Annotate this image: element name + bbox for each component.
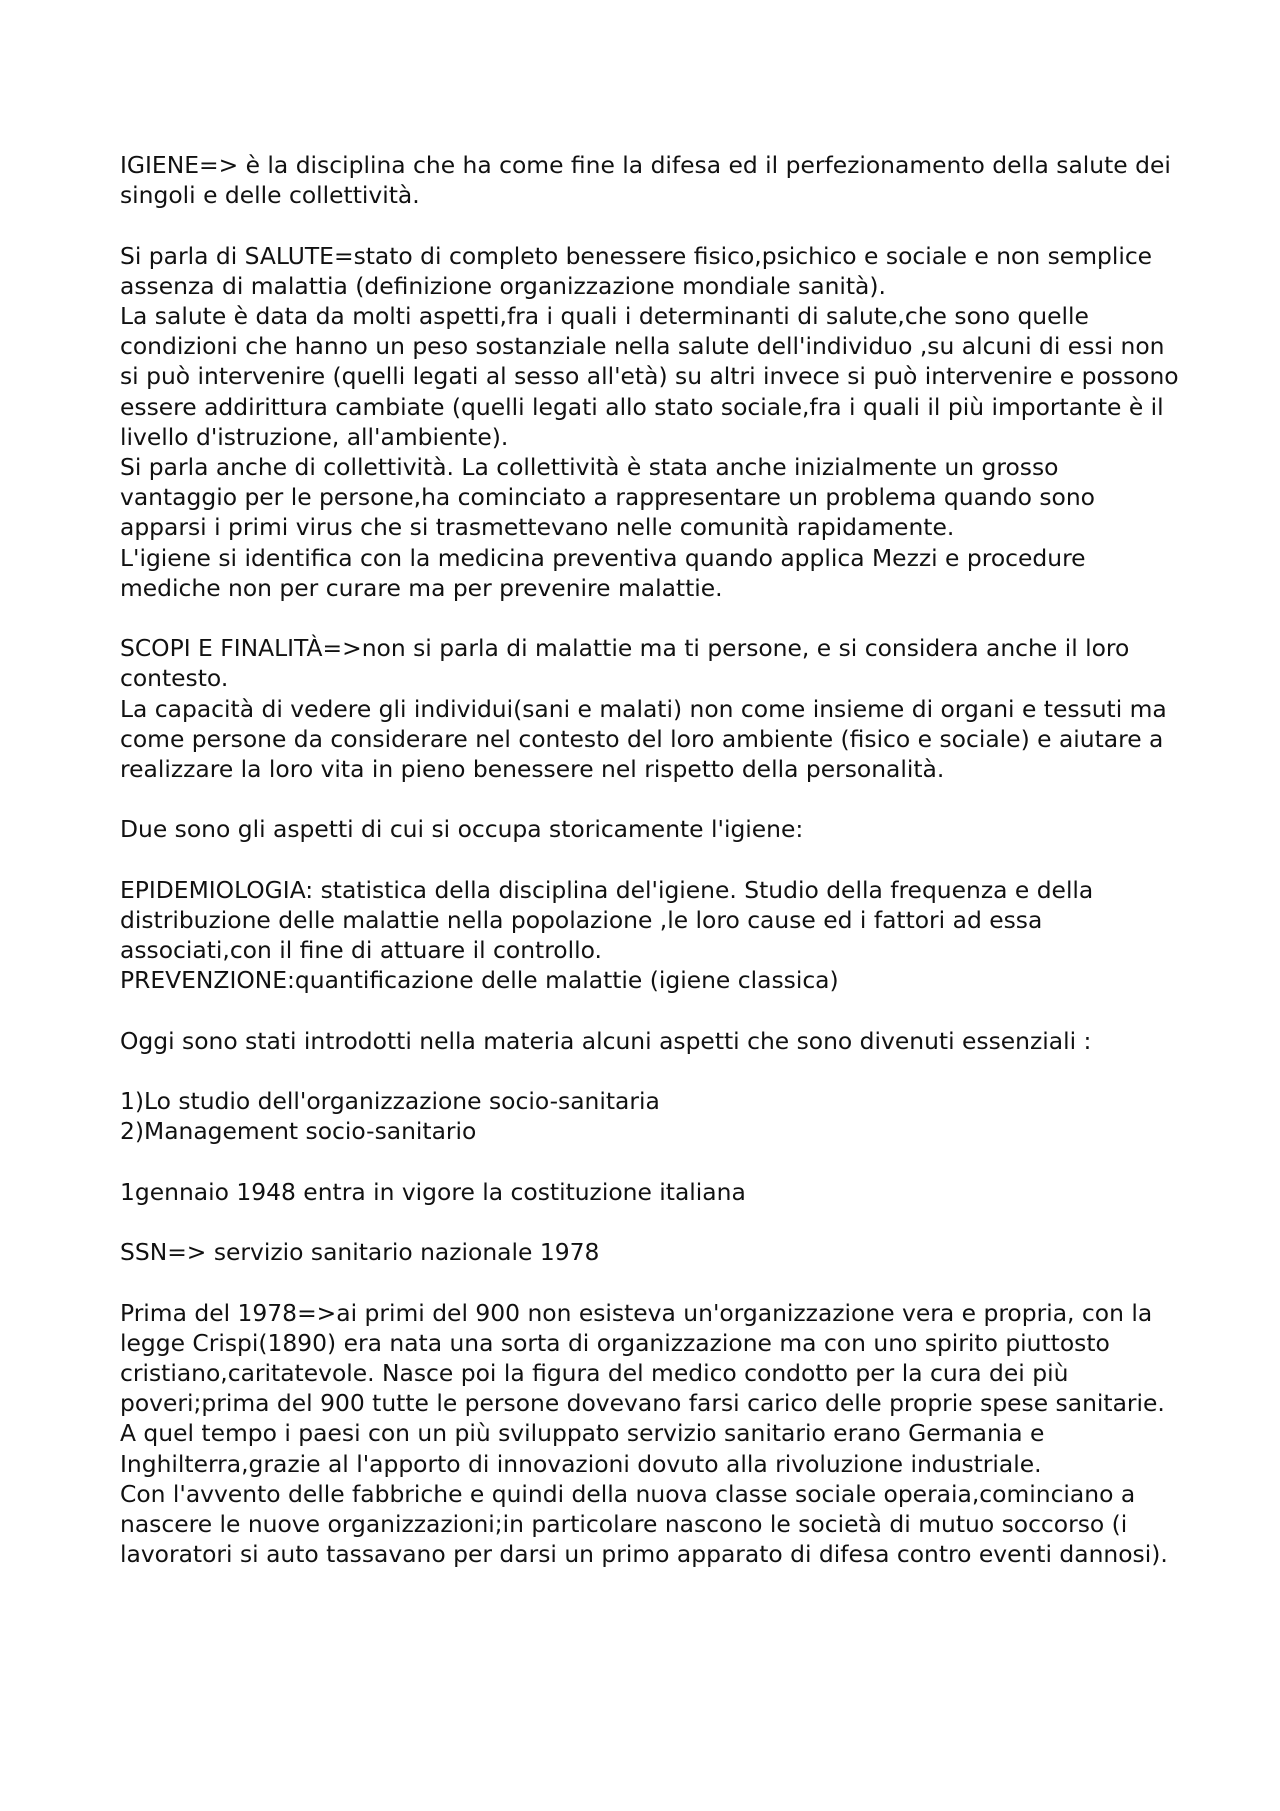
paragraph-germania-inghilterra: A quel tempo i paesi con un più sviluppato servizio sanitario erano Germania e Inghilterra,grazie al l'apporto di innovazioni dovuto alla rivoluzione industriale. xyxy=(120,1419,1045,1478)
list-item-organizzazione: 1)Lo studio dell'organizzazione socio-sanitaria xyxy=(120,1087,660,1116)
document-body xyxy=(120,150,1180,1569)
paragraph-prevenzione: PREVENZIONE:quantificazione delle malattie (igiene classica) xyxy=(120,966,839,995)
paragraph-ssn: SSN=> servizio sanitario nazionale 1978 xyxy=(120,1238,600,1267)
list-item-management: 2)Management socio-sanitario xyxy=(120,1117,477,1146)
paragraph-gap xyxy=(120,784,1180,814)
paragraph-costituzione: 1gennaio 1948 entra in vigore la costituzione italiana xyxy=(120,1177,746,1206)
paragraph-gap xyxy=(120,210,1180,240)
paragraph-igiene-definition: IGIENE=> è la disciplina che ha come fine la difesa ed il perfezionamento della salute dei singoli e delle collettività. xyxy=(120,151,1171,210)
paragraph-collettivita: Si parla anche di collettività. La collettività è stata anche inizialmente un grosso vantaggio per le persone,ha cominciato a rappresentare un problema quando sono apparsi i primi virus che si trasmettevano nelle comunità rapidamente. xyxy=(120,453,1095,542)
paragraph-medicina-preventiva: L'igiene si identifica con la medicina preventiva quando applica Mezzi e procedure mediche non per curare ma per prevenire malattie. xyxy=(120,543,1086,602)
paragraph-gap xyxy=(120,845,1180,875)
paragraph-gap xyxy=(120,1207,1180,1237)
paragraph-due-aspetti: Due sono gli aspetti di cui si occupa storicamente l'igiene: xyxy=(120,815,804,844)
paragraph-gap xyxy=(120,996,1180,1026)
paragraph-gap xyxy=(120,1056,1180,1086)
paragraph-salute-definition: Si parla di SALUTE=stato di completo benessere fisico,psichico e sociale e non semplice assenza di malattia (definizione organizzazione mondiale sanità). xyxy=(120,241,1153,300)
paragraph-gap xyxy=(120,1267,1180,1297)
paragraph-gap xyxy=(120,1147,1180,1177)
paragraph-determinanti: La salute è data da molti aspetti,fra i quali i determinanti di salute,che sono quelle condizioni che hanno un peso sostanziale nella salute dell'individuo ,su alcuni di essi non si può intervenire (quelli legati al sesso all'età) su altri invece si può intervenire e possono essere addirittura cambiate (quelli legati allo stato sociale,fra i quali il più importante è il livello d'istruzione, all'ambiente). xyxy=(120,302,1179,451)
paragraph-aspetti-essenziali: Oggi sono stati introdotti nella materia alcuni aspetti che sono divenuti essenziali : xyxy=(120,1026,1092,1055)
paragraph-mutuo-soccorso: Con l'avvento delle fabbriche e quindi della nuova classe sociale operaia,cominciano a nascere le nuove organizzazioni;in particolare nascono le società di mutuo soccorso (i lavoratori si auto tassavano per darsi un primo apparato di difesa contro eventi dannosi). xyxy=(120,1479,1168,1569)
paragraph-epidemiologia: EPIDEMIOLOGIA: statistica della disciplina del'igiene. Studio della frequenza e della distribuzione delle malattie nella popolazione ,le loro cause ed i fattori ad essa associati,con il fine di attuare il controllo. xyxy=(120,875,1094,965)
paragraph-gap xyxy=(120,603,1180,633)
paragraph-capacita: La capacità di vedere gli individui(sani e malati) non come insieme di organi e tessuti ma come persone da considerare nel contesto del loro ambiente (fisico e sociale) e aiutare a realizzare la loro vita in pieno benessere nel rispetto della personalità. xyxy=(120,694,1167,784)
paragraph-prima-del-1978: Prima del 1978=>ai primi del 900 non esisteva un'organizzazione vera e propria, con la legge Crispi(1890) era nata una sorta di organizzazione ma con uno spirito piuttosto cristiano,caritatevole. Nasce poi la figura del medico condotto per la cura dei più poveri;prima del 900 tutte le persone dovevano farsi carico delle proprie spese sanitarie. xyxy=(120,1298,1165,1418)
paragraph-scopi-finalita: SCOPI E FINALITÀ=>non si parla di malattie ma ti persone, e si considera anche il loro contesto. xyxy=(120,634,1130,693)
